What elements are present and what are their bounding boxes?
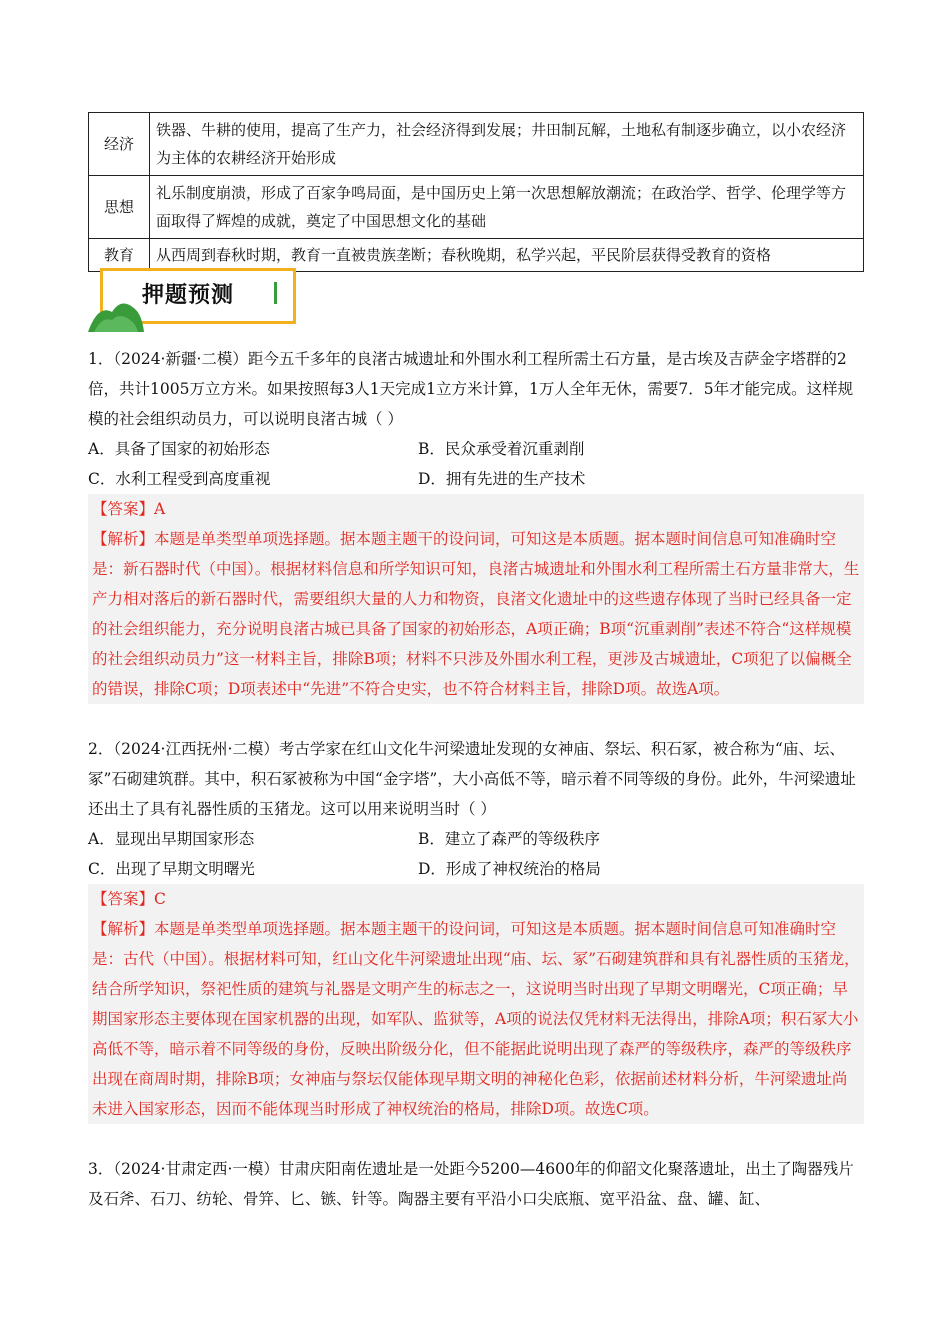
analysis-text: 【解析】本题是单类型单项选择题。据本题主题干的设问词，可知这是本质题。据本题时间信息可知准确时空是：古代（中国）。根据材料可知，红山文化牛河梁遗址出现“庙、坛、冢”石砌建筑群和具有礼器性质的玉猪龙，结合所学知识，祭祀性质的建筑与礼器是文明产生的标志之一，这说明当时出现了早期文明曙光，C项正确；早期国家形态主要体现在国家机器的出现，如军队、监狱等，A项的说法仅凭材料无法得出，排除A项；积石冢大小高低不等，暗示着不同等级的身份，反映出阶级分化，但不能据此说明出现了森严的等级秩序，森严的等级秩序出现在商周时期，排除B项；女神庙与祭坛仅能体现早期文明的神秘化色彩，依据前述材料分析，牛河梁遗址尚未进入国家形态，因而不能体现当时形成了神权统治的格局，排除D项。故选C项。	[92, 920, 860, 1118]
analysis-text: 【解析】本题是单类型单项选择题。据本题主题干的设问词，可知这是本质题。据本题时间信息可知准确时空是：新石器时代（中国）。根据材料信息和所学知识可知，良渚古城遗址和外围水利工程所需土石方量非常大，生产力相对落后的新石器时代，需要组织大量的人力和物资，良渚文化遗址中的这些遗存体现了当时已经具备一定的社会组织能力，充分说明良渚古城已具备了国家的初始形态，A项正确；B项“沉重剥削”表述不符合“这样规模的社会组织动员力”这一材料主旨，排除B项；材料不只涉及外围水利工程，更涉及古城遗址，C项犯了以偏概全的错误，排除C项；D项表述中“先进”不符合史实，也不符合材料主旨，排除D项。故选A项。	[92, 530, 860, 698]
question-2	[88, 734, 864, 1124]
question-options	[88, 824, 864, 884]
answer-line: 【答案】A	[92, 500, 166, 518]
row-key: 思想	[89, 176, 150, 239]
banner-accent-bar	[274, 282, 277, 304]
hill-icon	[88, 290, 144, 332]
answer-block	[88, 494, 864, 704]
row-text: 从西周到春秋时期，教育一直被贵族垄断；春秋晚期，私学兴起，平民阶层获得受教育的资格	[150, 239, 864, 272]
option-b: B．民众承受着沉重剥削	[418, 440, 585, 458]
table-row	[89, 176, 864, 239]
summary-table	[88, 112, 864, 272]
option-a: A．显现出早期国家形态	[88, 830, 255, 848]
question-1	[88, 344, 864, 704]
row-text: 礼乐制度崩溃，形成了百家争鸣局面，是中国历史上第一次思想解放潮流；在政治学、哲学、伦理学等方面取得了辉煌的成就，奠定了中国思想文化的基础	[150, 176, 864, 239]
answer-block	[88, 884, 864, 1124]
option-d: D．形成了神权统治的格局	[418, 860, 601, 878]
banner-title: 押题预测	[142, 283, 235, 308]
question-stem: 2．（2024·江西抚州·二模）考古学家在红山文化牛河梁遗址发现的女神庙、祭坛、积石冢，被合称为“庙、坛、冢”石砌建筑群。其中，积石冢被称为中国“金字塔”，大小高低不等，暗示着不同等级的身份。此外，牛河梁遗址还出土了具有礼器性质的玉猪龙。这可以用来说明当时（ ）	[88, 740, 856, 818]
section-banner	[88, 266, 298, 330]
row-key: 经济	[89, 113, 150, 176]
row-text: 铁器、牛耕的使用，提高了生产力，社会经济得到发展；井田制瓦解，土地私有制逐步确立，以小农经济为主体的农耕经济开始形成	[150, 113, 864, 176]
table-row	[89, 113, 864, 176]
option-b: B．建立了森严的等级秩序	[418, 830, 600, 848]
question-3	[88, 1154, 864, 1214]
question-stem: 3．（2024·甘肃定西·一模）甘肃庆阳南佐遗址是一处距今5200—4600年的仰韶文化聚落遗址，出土了陶器残片及石斧、石刀、纺轮、骨笄、匕、镞、针等。陶器主要有平沿小口尖底瓶、宽平沿盆、盘、罐、缸、	[88, 1160, 854, 1208]
answer-line: 【答案】C	[92, 890, 166, 908]
row-key: 教育	[89, 239, 150, 272]
question-stem: 1．（2024·新疆·二模）距今五千多年的良渚古城遗址和外围水利工程所需土石方量，是古埃及吉萨金字塔群的2倍，共计1005万立方米。如果按照每3人1天完成1立方米计算，1万人全年无休，需要7．5年才能完成。这样规模的社会组织动员力，可以说明良渚古城（ ）	[88, 350, 854, 428]
option-d: D．拥有先进的生产技术	[418, 470, 586, 488]
option-c: C．水利工程受到高度重视	[88, 470, 271, 488]
option-c: C．出现了早期文明曙光	[88, 860, 255, 878]
question-options	[88, 434, 864, 494]
option-a: A．具备了国家的初始形态	[88, 440, 270, 458]
